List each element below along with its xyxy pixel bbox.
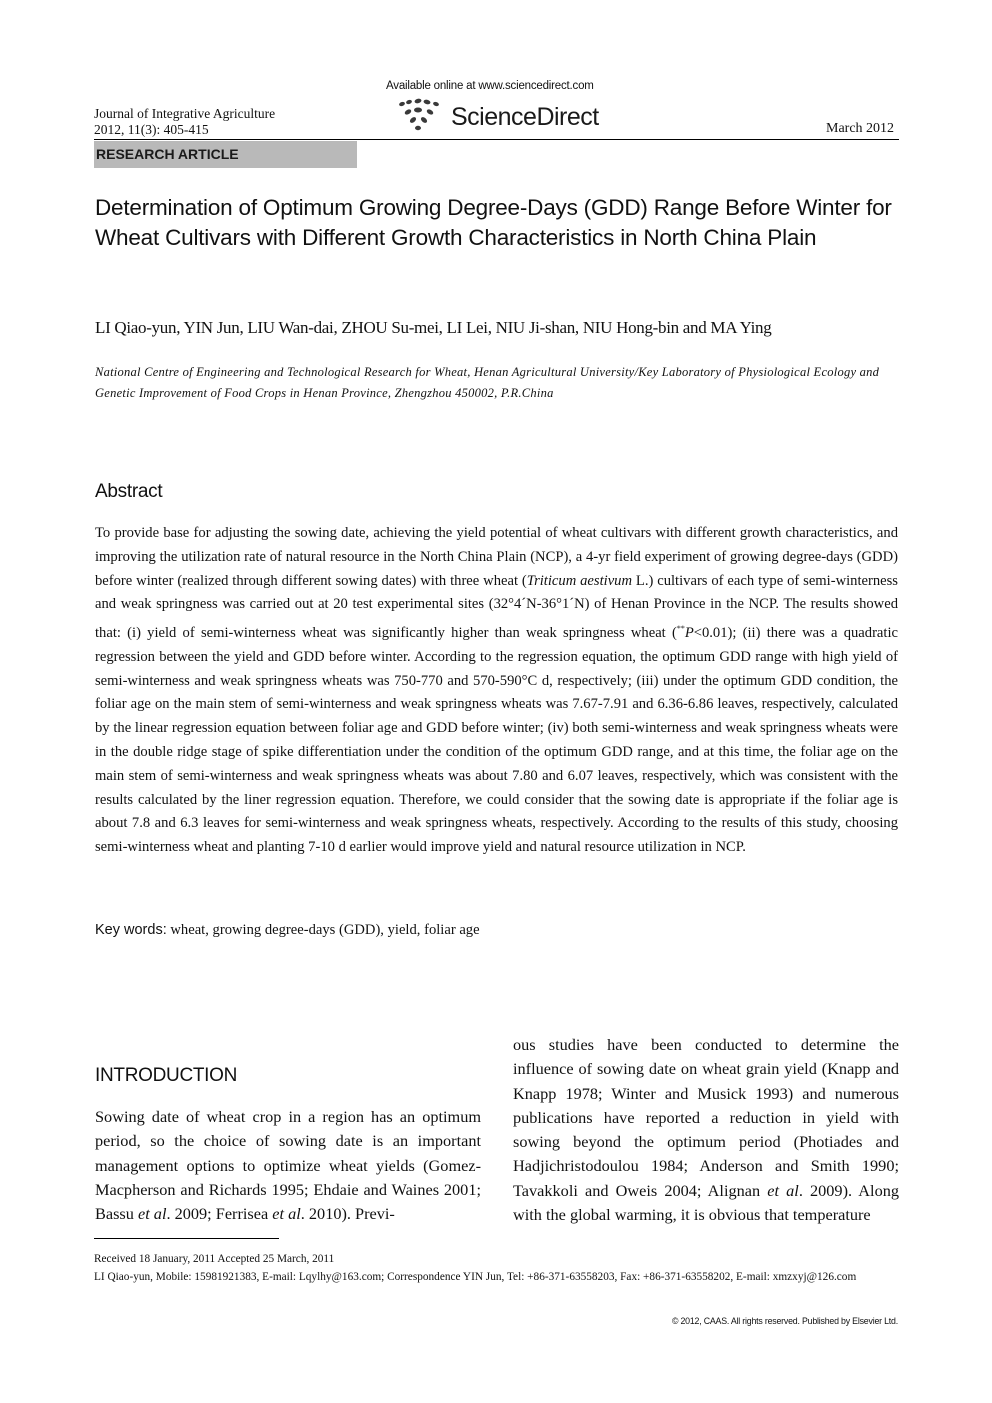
affiliation: National Centre of Engineering and Technological Research for Wheat, Henan Agricultural University/Key Laboratory of Physiological Ecology and Genetic Improvement of Food Crops in Henan Province, Zhengzhou 450002, P.R.China — [95, 365, 880, 400]
sciencedirect-logo-text: ScienceDirect — [451, 103, 599, 131]
abstract-text-part1: To provide base for adjusting the sowing date, achieving the yield potential of wheat cultivars with different growth characteristics, and improving the utilization rate of natural resource in the North China Plain (NCP), a 4-yr field experiment of growing degree-days (GDD) before winter (realized through different sowing dates) with three wheat ( — [95, 525, 898, 589]
et-al: et al — [272, 1204, 301, 1224]
et-al: et al — [767, 1180, 799, 1200]
footnote-divider — [94, 1238, 279, 1239]
intro-left-column — [95, 1105, 481, 1226]
header-divider — [94, 139, 899, 140]
abstract-text-part2: L.) cultivars of each type of semi-winterness and weak springness was carried out at 20 test experimental sites (32°4´N-36°1´N) of Henan Province in the NCP. The results showed that: (i) yield of semi-winterness wheat was significantly higher than weak springness wheat ( — [95, 572, 898, 642]
journal-name: Journal of Integrative Agriculture — [94, 106, 276, 121]
intro-right-column — [513, 1033, 899, 1227]
author-list: LI Qiao-yun, YIN Jun, LIU Wan-dai, ZHOU Su-mei, LI Lei, NIU Ji-shan, NIU Hong-bin and MA Ying — [95, 318, 772, 337]
article-type-label: RESEARCH ARTICLE — [94, 141, 357, 168]
intro-right-text-1: ous studies have been conducted to determine the influence of sowing date on wheat grain yield (Knapp and Knapp 1978; Winter and Musick 1993) and numerous publications have reported a reduction in yield with sowing beyond the optimum period (Photiades and Hadjichristodoulou 1984; Anderson and Smith 1990; Tavakkoli and Oweis 2004; Alignan — [513, 1035, 899, 1200]
intro-left-text-3: . 2010). Previ- — [300, 1204, 395, 1224]
significance-mark: ** — [676, 624, 685, 634]
available-online-link[interactable]: Available online at www.sciencedirect.com — [386, 80, 594, 92]
issue-date: March 2012 — [826, 121, 895, 136]
abstract-body — [95, 522, 898, 860]
sciencedirect-logo-icon — [396, 96, 444, 134]
keywords — [95, 920, 480, 940]
keywords-text: wheat, growing degree-days (GDD), yield, foliar age — [170, 922, 480, 938]
copyright-notice: © 2012, CAAS. All rights reserved. Published by Elsevier Ltd. — [671, 1316, 898, 1326]
intro-right-text-2: . 2009). Along with the global warming, it is obvious that temperature — [513, 1180, 899, 1225]
species-name: Triticum aestivum — [526, 572, 633, 589]
et-al: et al — [137, 1204, 167, 1224]
introduction-heading: INTRODUCTION — [95, 1065, 238, 1086]
intro-left-text-2: . 2009; Ferrisea — [166, 1204, 273, 1224]
p-value-symbol: P — [684, 625, 694, 642]
author-contact: LI Qiao-yun, Mobile: 15981921383, E-mail: Lqylhy@163.com; Correspondence YIN Jun, Tel: +86-371-63558203, Fax: +86-371-63558202, E-mail: xmzxyj@126.com — [94, 1271, 857, 1283]
intro-left-text-1: Sowing date of wheat crop in a region has an optimum period, so the choice of sowing date is an important management options to optimize wheat yields (Gomez-Macpherson and Richards 1995; Ehdaie and Waines 2001; Bassu — [95, 1107, 481, 1224]
received-accepted-dates: Received 18 January, 2011 Accepted 25 March, 2011 — [94, 1253, 335, 1265]
article-title: Determination of Optimum Growing Degree-Days (GDD) Range Before Winter for Wheat Cultivars with Different Growth Characteristics in North China Plain — [95, 195, 892, 250]
abstract-text-part3: <0.01); (ii) there was a quadratic regression between the yield and GDD before winter. According to the regression equation, the optimum GDD range with high yield of semi-winterness and weak springness wheats was 750-770 and 570-590°C d, respectively; (iii) under the optimum GDD condition, the foliar age on the main stem of semi-winterness and weak springness wheats was 7.67-7.91 and 6.36-6.86 leaves, respectively, calculated by the linear regression equation between foliar age and GDD before winter; (iv) both semi-winterness and weak springness wheats were in the double ridge stage of spike differentiation under the condition of the optimum GDD range, and at this time, the foliar age on the main stem of semi-winterness and weak springness wheats was about 7.80 and 6.07 leaves, respectively, which was consistent with the results calculated by the liner regression equation. Therefore, we could consider that the sowing date is appropriate if the foliar age is about 7.8 and 6.3 leaves for semi-winterness and weak springness wheats, respectively. According to the results of this study, choosing semi-winterness wheat and planting 7-10 d earlier would improve yield and natural resource utilization in NCP. — [95, 625, 898, 856]
journal-citation: 2012, 11(3): 405-415 — [94, 122, 209, 137]
abstract-heading: Abstract — [95, 481, 163, 502]
keywords-label: Key words: — [95, 922, 167, 938]
